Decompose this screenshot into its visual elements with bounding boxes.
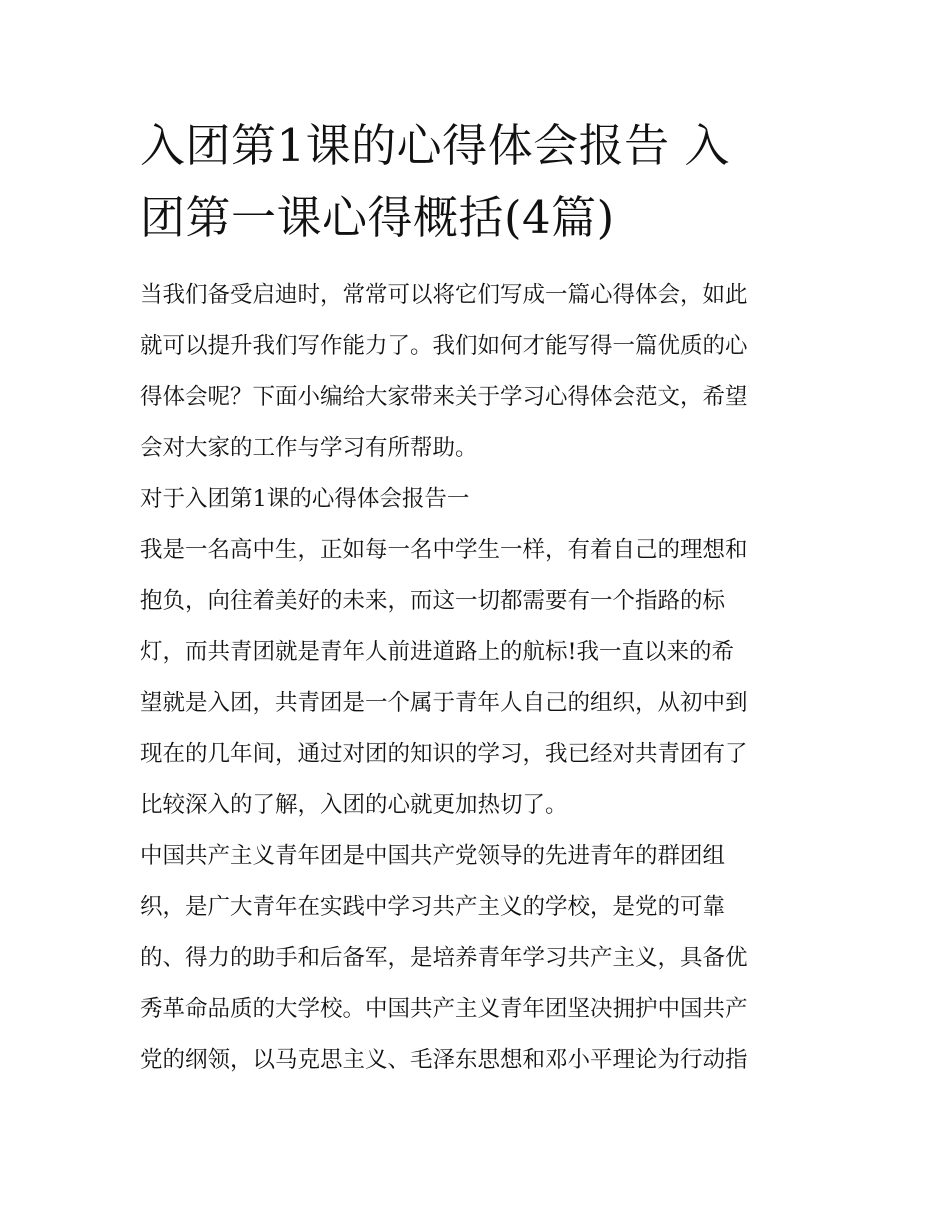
text-line: 会对大家的工作与学习有所帮助。	[140, 435, 478, 461]
section-heading-text: 对于入团第1课的心得体会报告一	[140, 486, 470, 512]
text-line: 党的纲领，以马克思主义、毛泽东思想和邓小平理论为行动指	[140, 1047, 748, 1073]
text-line: 的、得力的助手和后备军，是培养青年学习共产主义，具备优	[140, 945, 748, 971]
title-line: 入团第1课的心得体会报告 入	[140, 119, 730, 172]
body-paragraph-1	[140, 525, 812, 831]
text-line: 织，是广大青年在实践中学习共产主义的学校，是党的可靠	[140, 894, 726, 920]
text-line: 抱负，向往着美好的未来，而这一切都需要有一个指路的标	[140, 588, 726, 614]
text-line: 秀革命品质的大学校。中国共产主义青年团坚决拥护中国共产	[140, 996, 748, 1022]
title-line: 团第一课心得概括(4篇)	[140, 191, 615, 244]
text-line: 望就是入团，共青团是一个属于青年人自己的组织，从初中到	[140, 690, 748, 716]
text-line: 我是一名高中生，正如每一名中学生一样，有着自己的理想和	[140, 537, 748, 563]
text-line: 中国共产主义青年团是中国共产党领导的先进青年的群团组	[140, 843, 726, 869]
body-paragraph-2	[140, 831, 812, 1086]
text-line: 就可以提升我们写作能力了。我们如何才能写得一篇优质的心	[140, 333, 748, 359]
text-line: 得体会呢？下面小编给大家带来关于学习心得体会范文，希望	[140, 384, 748, 410]
intro-paragraph	[140, 270, 812, 474]
text-line: 比较深入的了解，入团的心就更加热切了。	[140, 792, 568, 818]
text-line: 现在的几年间，通过对团的知识的学习，我已经对共青团有了	[140, 741, 748, 767]
document-page	[140, 110, 812, 1086]
section-heading	[140, 474, 812, 525]
text-line: 当我们备受启迪时，常常可以将它们写成一篇心得体会，如此	[140, 282, 748, 308]
text-line: 灯，而共青团就是青年人前进道路上的航标!我一直以来的希	[140, 639, 735, 665]
document-title	[140, 110, 812, 254]
